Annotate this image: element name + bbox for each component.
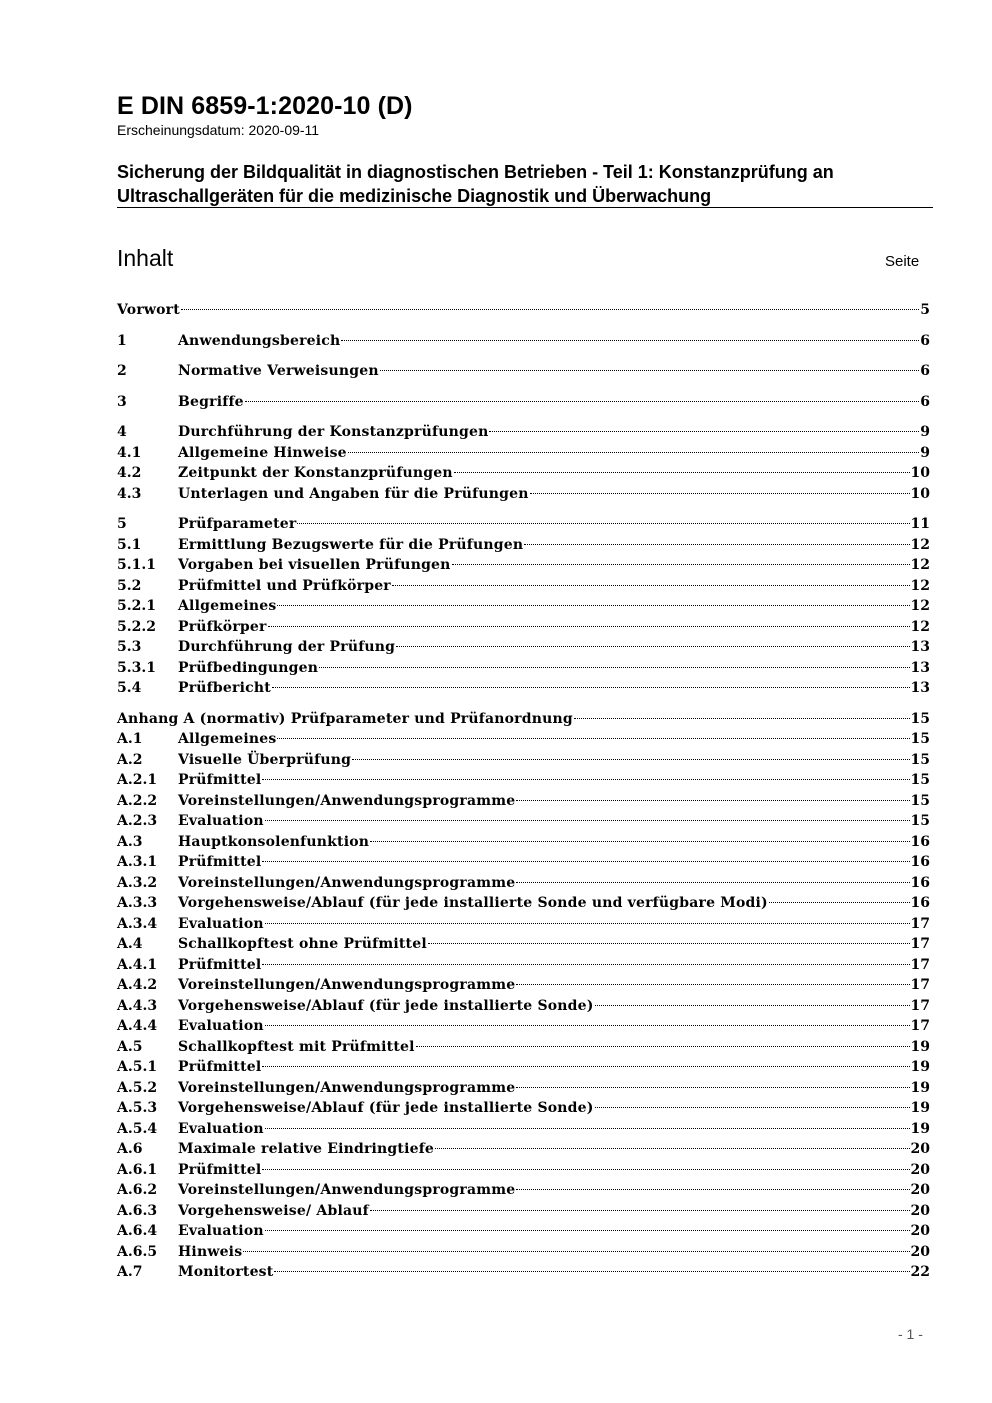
- toc-dot-leader: [319, 667, 909, 668]
- toc-entry-page: 20: [910, 1243, 930, 1260]
- toc-entry-number: A.4.4: [117, 1018, 158, 1034]
- toc-entry[interactable]: [117, 1100, 930, 1121]
- toc-entry[interactable]: [117, 598, 930, 619]
- toc-entry-number: A.2.3: [117, 813, 158, 829]
- toc-entry-title: Evaluation: [178, 1018, 264, 1034]
- toc-entry-number: A.6.5: [117, 1243, 158, 1260]
- toc-entry-title: Evaluation: [178, 813, 264, 829]
- toc-heading: Inhalt: [117, 245, 174, 271]
- toc-dot-leader: [245, 401, 919, 402]
- toc-entry-page: 19: [910, 1100, 930, 1116]
- toc-entry[interactable]: [117, 424, 930, 445]
- toc-entry-page: 12: [910, 557, 930, 573]
- toc-entry-title: Hauptkonsolenfunktion: [178, 833, 370, 850]
- toc-entry-title: Normative Verweisungen: [178, 363, 379, 379]
- toc-dot-leader: [262, 861, 909, 862]
- toc-entry-number: A.4.3: [117, 997, 158, 1014]
- toc-dot-leader: [452, 564, 910, 565]
- table-of-contents: [117, 302, 930, 1285]
- toc-entry[interactable]: [117, 1162, 930, 1183]
- toc-entry-page: 20: [910, 1182, 930, 1198]
- toc-entry-page: 17: [910, 936, 930, 952]
- toc-entry[interactable]: [117, 578, 930, 599]
- toc-dot-leader: [265, 820, 910, 821]
- toc-entry-page: 17: [910, 997, 930, 1014]
- toc-entry-title: Voreinstellungen/Anwendungsprogramme: [178, 792, 516, 809]
- document-title-line-2: Ultraschallgeräten für die medizinische Diagnostik und Überwachung: [117, 186, 712, 206]
- toc-dot-leader: [277, 738, 909, 739]
- toc-dot-leader: [341, 340, 919, 341]
- toc-dot-leader: [392, 585, 910, 586]
- toc-entry-number: 5.1: [117, 536, 142, 553]
- toc-entry[interactable]: [117, 1121, 930, 1142]
- toc-entry-title: Allgemeines: [178, 731, 277, 747]
- toc-entry-page: 20: [910, 1161, 930, 1178]
- toc-entry-title: Vorgaben bei visuellen Prüfungen: [178, 557, 451, 573]
- toc-entry-title: Vorgehensweise/ Ablauf: [178, 1202, 369, 1219]
- toc-entry-number: A.2: [117, 751, 143, 768]
- toc-page-column-label: Seite: [885, 253, 920, 270]
- toc-entry-number: A.6: [117, 1141, 143, 1157]
- toc-entry[interactable]: [117, 394, 930, 415]
- toc-entry[interactable]: [117, 445, 930, 466]
- toc-entry[interactable]: [117, 557, 930, 578]
- toc-dot-leader: [370, 841, 909, 842]
- toc-entry[interactable]: [117, 363, 930, 384]
- toc-entry-page: 19: [910, 1079, 930, 1096]
- toc-entry-page: 12: [910, 618, 930, 635]
- toc-entry[interactable]: [117, 752, 930, 773]
- toc-entry-number: A.3.2: [117, 874, 158, 891]
- toc-entry[interactable]: [117, 936, 930, 957]
- toc-dot-leader: [516, 800, 909, 801]
- toc-entry-page: 15: [910, 710, 930, 727]
- toc-entry-page: 15: [910, 813, 930, 829]
- toc-entry[interactable]: [117, 731, 930, 752]
- toc-entry-title: Durchführung der Konstanzprüfungen: [178, 424, 489, 440]
- toc-entry[interactable]: [117, 465, 930, 486]
- toc-entry-title: Prüfmittel: [178, 772, 262, 788]
- toc-entry-title: Voreinstellungen/Anwendungsprogramme: [178, 1079, 516, 1096]
- toc-entry[interactable]: [117, 486, 930, 507]
- toc-entry[interactable]: [117, 1059, 930, 1080]
- toc-entry[interactable]: [117, 1244, 930, 1265]
- toc-entry-title: Voreinstellungen/Anwendungsprogramme: [178, 874, 516, 891]
- toc-dot-leader: [454, 472, 910, 473]
- publication-date: Erscheinungsdatum: 2020-09-11: [117, 122, 320, 138]
- toc-entry-number: 5: [117, 516, 127, 532]
- toc-entry-number: 4.2: [117, 465, 142, 481]
- toc-entry-title: Anhang A (normativ) Prüfparameter und Prüfanordnung: [117, 710, 573, 727]
- toc-dot-leader: [595, 1107, 910, 1108]
- toc-dot-leader: [489, 431, 919, 432]
- title-divider: [117, 207, 933, 208]
- toc-entry-page: 10: [910, 465, 930, 481]
- toc-entry-number: 4.3: [117, 485, 142, 502]
- toc-entry-page: 12: [910, 536, 930, 553]
- toc-dot-leader: [370, 1210, 910, 1211]
- toc-entry-title: Prüfmittel: [178, 1059, 262, 1075]
- toc-dot-leader: [265, 1128, 910, 1129]
- toc-entry[interactable]: [117, 854, 930, 875]
- toc-entry[interactable]: [117, 302, 930, 323]
- toc-entry-number: 5.1.1: [117, 557, 156, 573]
- toc-entry-number: A.2.1: [117, 772, 158, 788]
- toc-entry-title: Prüfmittel: [178, 956, 262, 973]
- toc-entry-title: Maximale relative Eindringtiefe: [178, 1141, 435, 1157]
- document-title: [117, 160, 937, 208]
- toc-dot-leader: [277, 605, 909, 606]
- toc-entry-title: Evaluation: [178, 915, 264, 932]
- toc-entry-page: 12: [910, 577, 930, 594]
- toc-entry-title: Monitortest: [178, 1264, 274, 1280]
- toc-entry-number: 2: [117, 363, 127, 379]
- toc-entry-number: 3: [117, 393, 127, 410]
- toc-entry-number: 5.2.1: [117, 598, 156, 614]
- toc-dot-leader: [262, 1066, 909, 1067]
- toc-entry-title: Allgemeine Hinweise: [178, 444, 347, 461]
- toc-entry-title: Prüfbedingungen: [178, 659, 319, 676]
- toc-entry-page: 16: [910, 874, 930, 891]
- toc-dot-leader: [524, 544, 909, 545]
- toc-entry[interactable]: [117, 1141, 930, 1162]
- toc-entry[interactable]: [117, 619, 930, 640]
- toc-entry-title: Vorgehensweise/Ablauf (für jede installierte Sonde und verfügbare Modi): [178, 895, 768, 911]
- toc-entry-number: A.5: [117, 1038, 143, 1055]
- toc-entry-number: 5.3.1: [117, 659, 156, 676]
- toc-entry-page: 6: [920, 393, 930, 410]
- toc-entry[interactable]: [117, 1264, 930, 1285]
- toc-dot-leader: [416, 1046, 910, 1047]
- toc-entry[interactable]: [117, 916, 930, 937]
- toc-entry[interactable]: [117, 516, 930, 537]
- toc-entry-page: 15: [910, 772, 930, 788]
- toc-entry-title: Voreinstellungen/Anwendungsprogramme: [178, 1182, 516, 1198]
- toc-dot-leader: [243, 1251, 909, 1252]
- toc-entry-title: Schallkopftest ohne Prüfmittel: [178, 936, 427, 952]
- toc-entry-page: 15: [910, 731, 930, 747]
- toc-dot-leader: [262, 964, 909, 965]
- toc-entry-number: A.6.2: [117, 1182, 158, 1198]
- toc-entry-page: 17: [910, 956, 930, 973]
- toc-entry-number: A.4.2: [117, 977, 158, 993]
- toc-entry[interactable]: [117, 1182, 930, 1203]
- toc-entry[interactable]: [117, 333, 930, 354]
- toc-entry-title: Vorgehensweise/Ablauf (für jede installierte Sonde): [178, 997, 594, 1014]
- toc-dot-leader: [435, 1148, 909, 1149]
- toc-entry-title: Voreinstellungen/Anwendungsprogramme: [178, 977, 516, 993]
- toc-entry-number: 4.1: [117, 444, 142, 461]
- toc-entry-page: 19: [910, 1120, 930, 1137]
- toc-entry[interactable]: [117, 998, 930, 1019]
- toc-entry-title: Prüfbericht: [178, 680, 271, 696]
- toc-dot-leader: [265, 923, 910, 924]
- document-title-line-1: Sicherung der Bildqualität in diagnostischen Betrieben - Teil 1: Konstanzprüfung an: [117, 162, 834, 182]
- toc-dot-leader: [272, 687, 910, 688]
- toc-entry[interactable]: [117, 813, 930, 834]
- toc-dot-leader: [595, 1005, 910, 1006]
- toc-entry-page: 17: [910, 1018, 930, 1034]
- toc-dot-leader: [181, 309, 919, 310]
- toc-entry-title: Prüfparameter: [178, 516, 297, 532]
- toc-entry-page: 11: [910, 516, 930, 532]
- toc-entry-number: A.6.3: [117, 1202, 158, 1219]
- toc-entry-number: A.3.3: [117, 895, 158, 911]
- toc-dot-leader: [428, 943, 910, 944]
- toc-entry-number: A.2.2: [117, 792, 158, 809]
- toc-entry-page: 20: [910, 1202, 930, 1219]
- toc-entry-page: 5: [920, 302, 930, 318]
- toc-entry-number: A.4.1: [117, 956, 158, 973]
- toc-dot-leader: [574, 718, 910, 719]
- toc-entry[interactable]: [117, 537, 930, 558]
- toc-dot-leader: [297, 523, 909, 524]
- toc-entry-number: A.1: [117, 731, 143, 747]
- toc-entry-title: Allgemeines: [178, 598, 277, 614]
- toc-entry-number: 5.2: [117, 577, 142, 594]
- toc-entry-title: Zeitpunkt der Konstanzprüfungen: [178, 465, 453, 481]
- toc-entry-number: A.3: [117, 833, 143, 850]
- toc-entry-title: Evaluation: [178, 1223, 264, 1239]
- toc-entry-page: 16: [910, 895, 930, 911]
- toc-entry-title: Prüfmittel und Prüfkörper: [178, 577, 391, 594]
- toc-dot-leader: [530, 493, 910, 494]
- toc-entry[interactable]: [117, 793, 930, 814]
- toc-entry-title: Hinweis: [178, 1243, 243, 1260]
- toc-dot-leader: [262, 1169, 909, 1170]
- toc-entry[interactable]: [117, 1080, 930, 1101]
- toc-entry-number: A.6.4: [117, 1223, 158, 1239]
- toc-dot-leader: [268, 626, 910, 627]
- toc-entry-title: Ermittlung Bezugswerte für die Prüfungen: [178, 536, 524, 553]
- toc-entry-number: 1: [117, 332, 127, 349]
- toc-entry-title: Prüfmittel: [178, 1161, 262, 1178]
- toc-entry[interactable]: [117, 711, 930, 732]
- document-id: E DIN 6859-1:2020-10 (D): [117, 92, 413, 120]
- toc-entry-number: A.5.3: [117, 1100, 158, 1116]
- toc-entry-number: A.6.1: [117, 1161, 158, 1178]
- toc-entry-title: Begriffe: [178, 393, 244, 410]
- toc-dot-leader: [352, 759, 909, 760]
- toc-entry-page: 6: [920, 363, 930, 379]
- toc-entry[interactable]: [117, 772, 930, 793]
- toc-entry-page: 9: [920, 424, 930, 440]
- toc-entry[interactable]: [117, 957, 930, 978]
- toc-entry[interactable]: [117, 639, 930, 660]
- toc-dot-leader: [769, 902, 910, 903]
- toc-entry-page: 22: [910, 1264, 930, 1280]
- toc-entry-number: 5.3: [117, 639, 142, 655]
- toc-entry-page: 12: [910, 598, 930, 614]
- toc-entry[interactable]: [117, 1039, 930, 1060]
- toc-dot-leader: [516, 984, 909, 985]
- toc-entry-number: A.3.1: [117, 854, 158, 870]
- toc-entry-title: Schallkopftest mit Prüfmittel: [178, 1038, 415, 1055]
- toc-entry-title: Evaluation: [178, 1120, 264, 1137]
- toc-entry-page: 13: [910, 659, 930, 676]
- toc-entry-title: Prüfkörper: [178, 618, 267, 635]
- toc-dot-leader: [516, 1189, 909, 1190]
- toc-entry-title: Anwendungsbereich: [178, 332, 341, 349]
- toc-entry-title: Visuelle Überprüfung: [178, 751, 352, 768]
- toc-entry-page: 19: [910, 1038, 930, 1055]
- toc-entry[interactable]: [117, 1203, 930, 1224]
- toc-entry-page: 16: [910, 854, 930, 870]
- footer-page-number: - 1 -: [898, 1326, 923, 1342]
- toc-dot-leader: [274, 1271, 909, 1272]
- toc-entry-page: 13: [910, 680, 930, 696]
- toc-dot-leader: [262, 779, 909, 780]
- toc-entry-page: 6: [920, 332, 930, 349]
- toc-entry[interactable]: [117, 660, 930, 681]
- toc-entry[interactable]: [117, 680, 930, 701]
- toc-dot-leader: [380, 370, 920, 371]
- toc-entry-page: 20: [910, 1223, 930, 1239]
- toc-entry-page: 19: [910, 1059, 930, 1075]
- toc-dot-leader: [348, 452, 919, 453]
- toc-entry-page: 17: [910, 915, 930, 932]
- toc-entry-title: Unterlagen und Angaben für die Prüfungen: [178, 485, 529, 502]
- toc-entry-page: 20: [910, 1141, 930, 1157]
- toc-dot-leader: [396, 646, 909, 647]
- toc-entry-number: 5.2.2: [117, 618, 156, 635]
- toc-entry-number: A.5.1: [117, 1059, 158, 1075]
- toc-entry[interactable]: [117, 834, 930, 855]
- toc-entry-page: 9: [920, 444, 930, 461]
- toc-entry-number: 5.4: [117, 680, 142, 696]
- toc-entry-page: 15: [910, 751, 930, 768]
- toc-entry-number: A.4: [117, 936, 143, 952]
- toc-entry[interactable]: [117, 895, 930, 916]
- toc-entry[interactable]: [117, 1223, 930, 1244]
- toc-dot-leader: [265, 1025, 910, 1026]
- toc-entry-title: Durchführung der Prüfung: [178, 639, 396, 655]
- toc-entry-number: A.5.2: [117, 1079, 158, 1096]
- toc-entry-title: Prüfmittel: [178, 854, 262, 870]
- toc-entry-title: Vorgehensweise/Ablauf (für jede installierte Sonde): [178, 1100, 594, 1116]
- toc-entry-number: A.5.4: [117, 1120, 158, 1137]
- toc-entry-page: 13: [910, 639, 930, 655]
- toc-dot-leader: [516, 1087, 909, 1088]
- toc-entry[interactable]: [117, 875, 930, 896]
- toc-entry-title: Vorwort: [117, 302, 180, 318]
- toc-entry-page: 15: [910, 792, 930, 809]
- toc-entry-page: 16: [910, 833, 930, 850]
- toc-entry-number: 4: [117, 424, 127, 440]
- toc-entry-number: A.3.4: [117, 915, 158, 932]
- toc-entry[interactable]: [117, 1018, 930, 1039]
- toc-entry[interactable]: [117, 977, 930, 998]
- toc-dot-leader: [265, 1230, 910, 1231]
- toc-entry-page: 10: [910, 485, 930, 502]
- toc-entry-page: 17: [910, 977, 930, 993]
- toc-dot-leader: [516, 882, 909, 883]
- toc-entry-number: A.7: [117, 1264, 143, 1280]
